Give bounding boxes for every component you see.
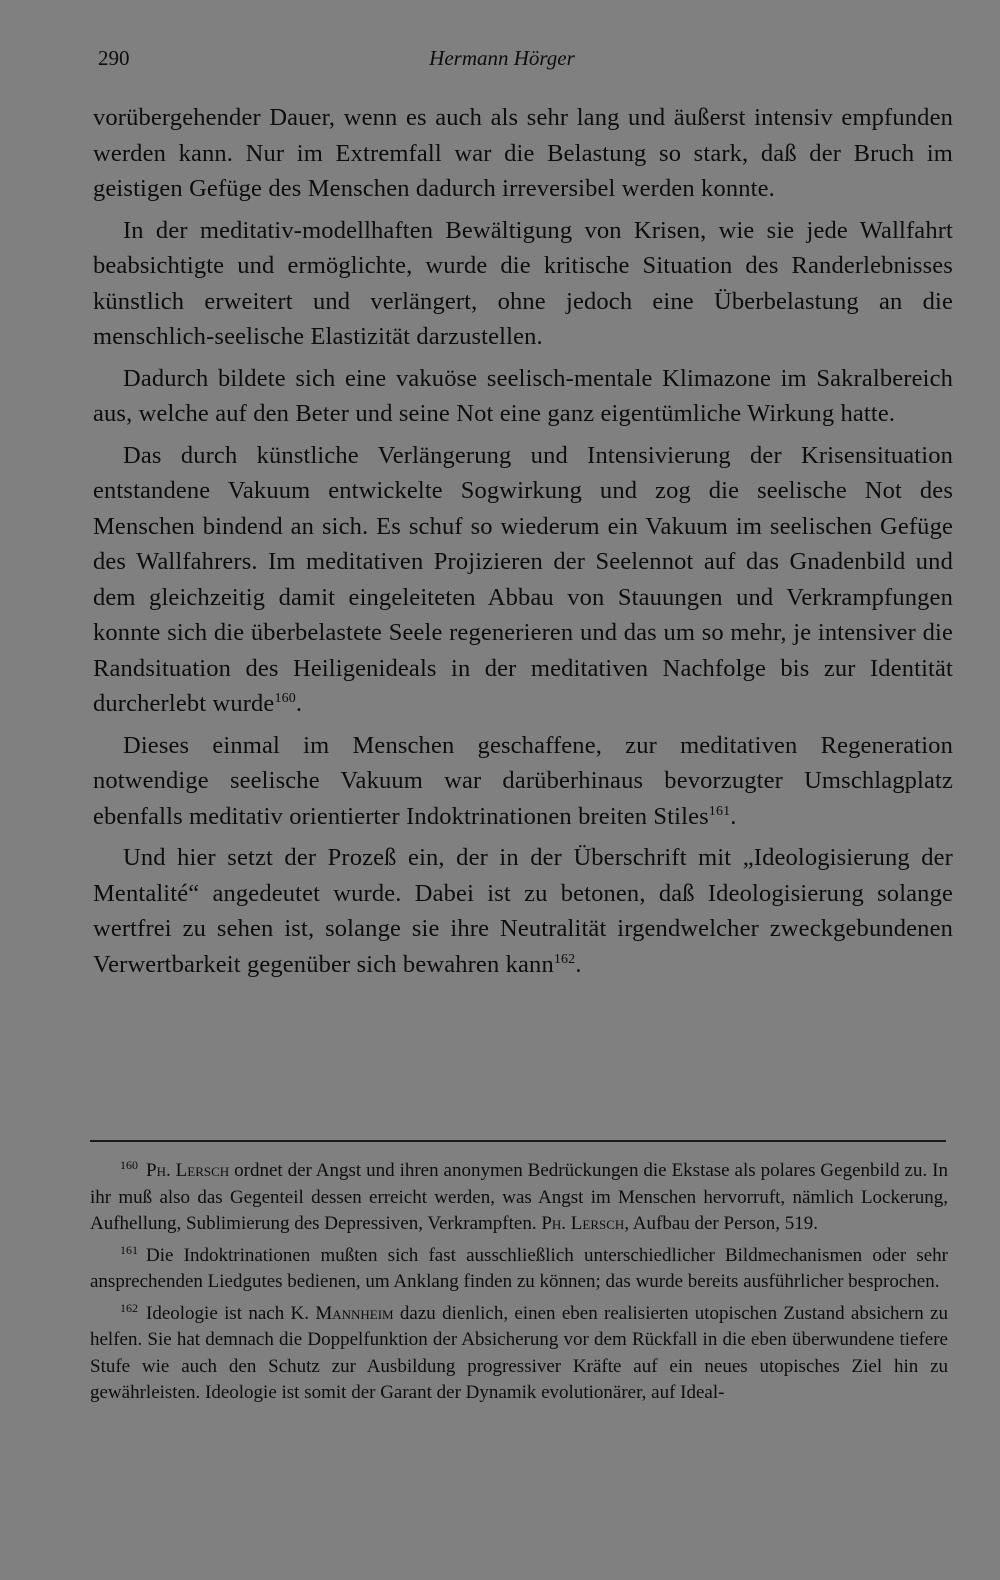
- paragraph: Dadurch bildete sich eine vakuöse seelisch-mentale Klimazone im Sakralbereich aus, welche auf den Beter und seine Not eine ganz eigentümliche Wirkung hatte.: [93, 364, 953, 427]
- footnotes: [90, 1158, 948, 1412]
- footnote-divider: [90, 1140, 946, 1142]
- page-number: 290: [98, 46, 130, 70]
- footnote-ref[interactable]: 160: [274, 691, 296, 706]
- page-header: [98, 46, 906, 76]
- paragraph: Und hier setzt der Prozeß ein, der in der Überschrift mit „Ideologisierung der Mentalité“ angedeutet wurde. Dabei ist zu betonen, daß Ideologisierung solange wertfrei zu sehen ist, solange sie ihre Neutralität irgendwelcher zweckgebundenen Verwertbarkeit gegenüber sich bewahren kann$^{162}$.: [93, 844, 953, 978]
- body-text: [93, 100, 953, 988]
- paragraph: In der meditativ-modellhaften Bewältigung von Krisen, wie sie jede Wallfahrt beabsichtigte und ermöglichte, wurde die kritische Situation des Randerlebnisses künstlich erweitert und verlängert, ohne jedoch eine Überbelastung an die menschlich-seelische Elastizität darzustellen.: [93, 216, 953, 350]
- paragraph: Das durch künstliche Verlängerung und Intensivierung der Krisensituation entstandene Vakuum entwickelte Sogwirkung und zog die seelische Not des Menschen bindend an sich. Es schuf so wiederum ein Vakuum im seelischen Gefüge des Wallfahrers. Im meditativen Projizieren der Seelennot auf das Gnadenbild und dem gleichzeitig damit eingeleiteten Abbau von Stauungen und Verkrampfungen konnte sich die überbelastete Seele regenerieren und das um so mehr, je intensiver die Randsituation des Heiligenideals in der meditativen Nachfolge bis zur Identität durcherlebt wurde$^{160}$.: [93, 441, 953, 717]
- footnote-number: 160: [120, 1158, 138, 1172]
- author-name: Mannheim: [315, 1302, 394, 1324]
- footnote-ref[interactable]: 162: [553, 951, 576, 967]
- footnote-ref[interactable]: 161: [708, 803, 731, 819]
- author-name: Ph. Lersch: [146, 1160, 230, 1181]
- footnote: $^{161}$ Die Indoktrinationen mußten sich fast ausschließlich unterschiedlicher Bildmechanismen oder sehr ansprechenden Liedgutes bedienen, um Anklang finden zu können; das wurde bereits ausführlicher besprochen.: [90, 1242, 948, 1292]
- paragraph: vorübergehender Dauer, wenn es auch als sehr lang und äußerst intensiv empfunden werden kann. Nur im Extremfall war die Belastung so stark, daß der Bruch im geistigen Gefüge des Menschen dadurch irreversibel werden konnte.: [93, 104, 953, 202]
- footnote-number: 161: [120, 1242, 138, 1257]
- footnote: $^{160}$ Ph. Lersch ordnet der Angst und ihren anonymen Bedrückungen die Ekstase als polares Gegenbild zu. In ihr muß also das Gegenteil dessen erreicht werden, was Angst im Menschen hervorruft, nämlich Lockerung, Aufhellung, Sublimierung des Depressiven, Verkrampften. Ph. Lersch, Aufbau der Person, 519.: [90, 1158, 948, 1234]
- footnote-number: 162: [120, 1300, 138, 1315]
- running-head: Hermann Hörger: [429, 46, 575, 70]
- paragraph: Dieses einmal im Menschen geschaffene, zur meditativen Regeneration notwendige seelische Vakuum war darüberhinaus bevorzugter Umschlagplatz ebenfalls meditativ orientierter Indoktrinationen breiten Stiles$^{161}$.: [93, 731, 953, 830]
- author-name: Ph. Lersch: [541, 1213, 625, 1234]
- footnote: $^{162}$ Ideologie ist nach K. Mannheim dazu dienlich, einen eben realisierten utopischen Zustand absichern zu helfen. Sie hat demnach die Doppelfunktion der Absicherung vor dem Rückfall in die eben überwundene tiefere Stufe wie auch den Schutz zur Ausbildung progressiver Kräfte auf ein neues utopisches Ziel hin zu gewährleisten. Ideologie ist somit der Garant der Dynamik evolutionärer, auf Ideal-: [90, 1300, 948, 1403]
